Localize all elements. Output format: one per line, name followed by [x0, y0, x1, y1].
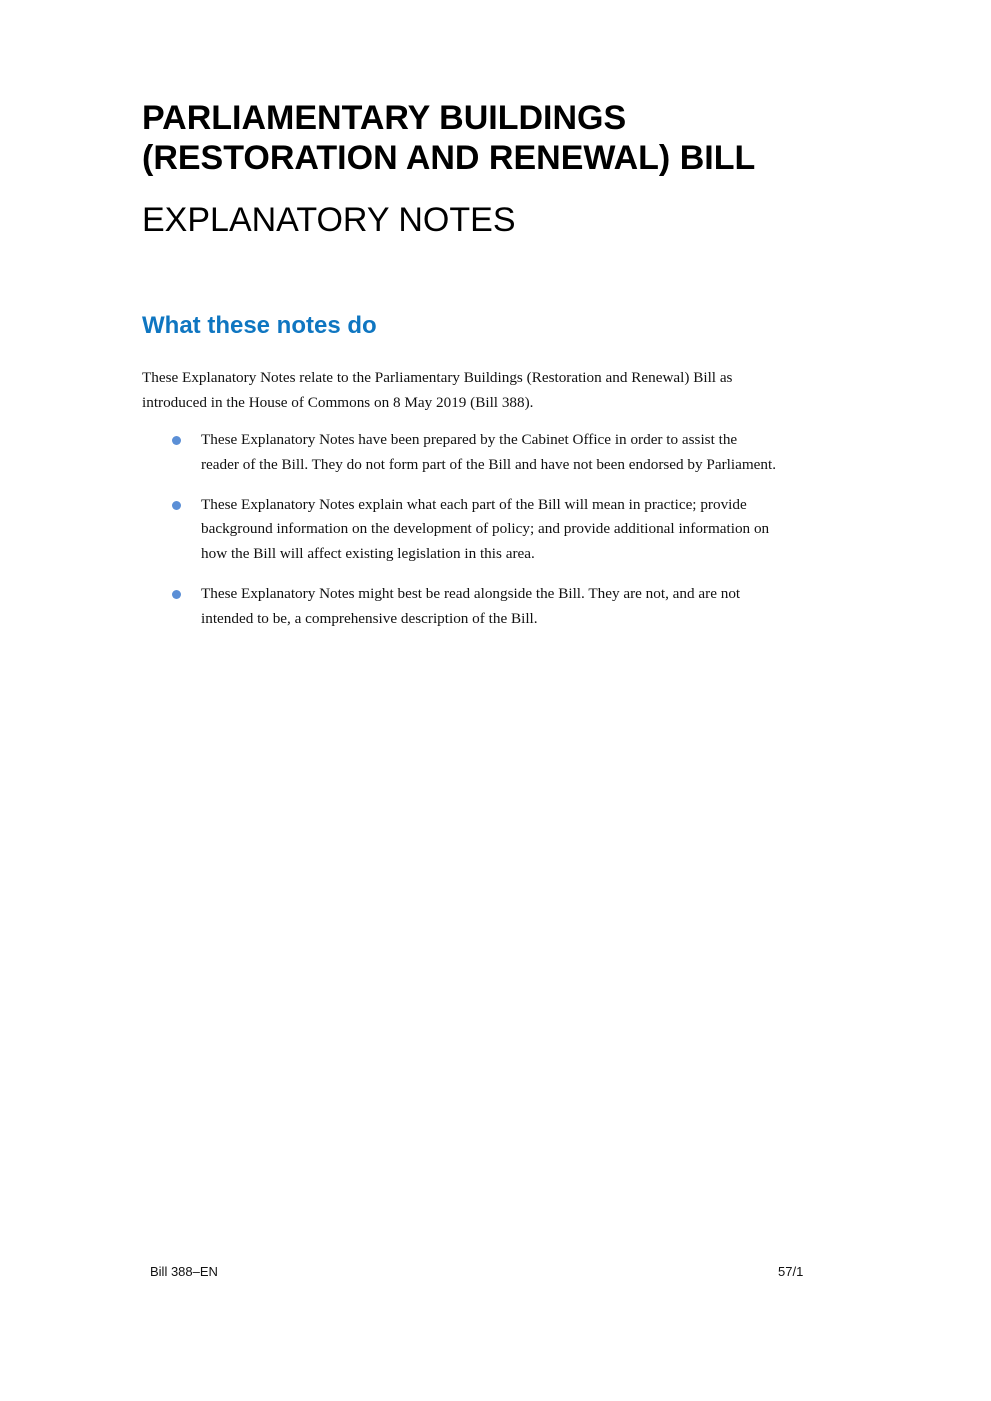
- intro-line-1: These Explanatory Notes relate to the Parliamentary Buildings (Restoration and Renewal) Bill as: [142, 369, 733, 386]
- bullet-3-line-2: intended to be, a comprehensive description of the Bill.: [201, 609, 538, 627]
- bullet-item-2: [142, 493, 902, 567]
- intro-paragraph: [142, 366, 902, 415]
- bullet-2-line-3: how the Bill will affect existing legislation in this area.: [201, 545, 535, 563]
- intro-line-2: introduced in the House of Commons on 8 May 2019 (Bill 388).: [142, 393, 534, 411]
- bullet-dot-icon: [172, 590, 181, 599]
- bullet-item-1: [142, 428, 902, 478]
- footer-bill-reference: Bill 388–EN: [150, 1264, 218, 1279]
- bullet-1-line-2: reader of the Bill. They do not form part of the Bill and have not been endorsed by Parliament.: [201, 455, 776, 473]
- section-heading: What these notes do: [142, 312, 377, 339]
- bullet-3-line-1: These Explanatory Notes might best be read alongside the Bill. They are not, and are not: [201, 584, 741, 602]
- bullet-2-line-1: These Explanatory Notes explain what each part of the Bill will mean in practice; provide: [201, 495, 747, 513]
- document-title-line-1: PARLIAMENTARY BUILDINGS: [142, 99, 627, 137]
- title-block: [142, 98, 902, 240]
- document-subtitle: EXPLANATORY NOTES: [142, 201, 516, 239]
- bullet-dot-icon: [172, 501, 181, 510]
- document-title-line-2: (RESTORATION AND RENEWAL) BILL: [142, 139, 756, 177]
- bullet-dot-icon: [172, 436, 181, 445]
- bullet-2-line-2: background information on the development of policy; and provide additional information on: [201, 520, 770, 538]
- bullet-1-line-1: These Explanatory Notes have been prepared by the Cabinet Office in order to assist the: [201, 431, 738, 448]
- bullet-item-3: [142, 582, 902, 632]
- footer-page-reference: 57/1: [778, 1264, 804, 1279]
- bullet-list: [142, 428, 902, 647]
